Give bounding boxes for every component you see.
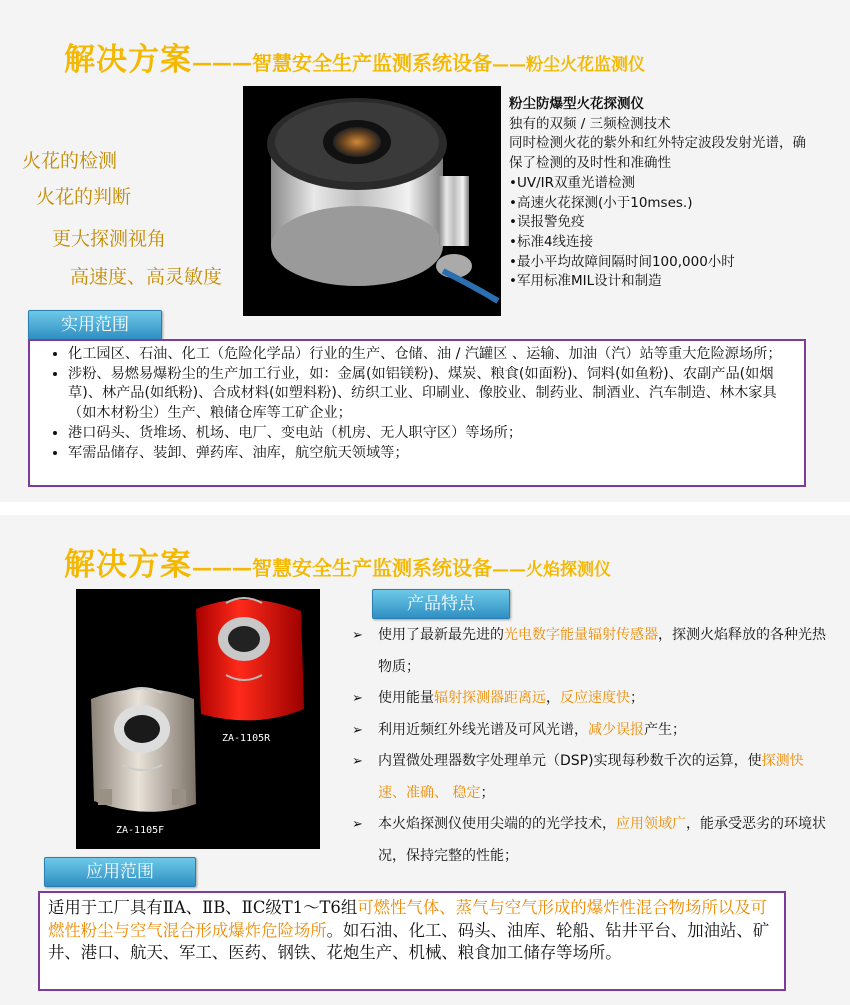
feature-wide-angle: 更大探测视角 [52, 228, 167, 250]
spec-list [509, 95, 809, 292]
scope-tab: 实用范围 [28, 310, 162, 340]
device-label-silver: ZA-1105F [116, 825, 165, 836]
feature-text: 使用能量 [378, 690, 434, 706]
arrow-icon: ➢ [352, 817, 363, 832]
spec-line: •军用标准MIL设计和制造 [509, 273, 662, 290]
scope-box [28, 339, 806, 487]
scope-list [30, 345, 804, 463]
arrow-icon: ➢ [352, 754, 363, 769]
slide-title [64, 34, 645, 79]
feature-item [352, 809, 827, 872]
arrow-icon: ➢ [352, 691, 363, 706]
title-part3: ——粉尘火花监测仪 [492, 55, 645, 75]
feature-highlight: 反应速度快 [560, 690, 630, 706]
feature-highlight: 减少误报 [588, 721, 644, 738]
spec-line: •UV/IR双重光谱检测 [509, 174, 635, 191]
feature-spark-judgement: 火花的判断 [36, 186, 132, 208]
title-part2: ———智慧安全生产监测系统设备 [192, 51, 492, 75]
feature-item [352, 620, 827, 683]
feature-highlight: 光电数字能量辐射传感器 [504, 627, 658, 643]
flame-detector-photo [76, 589, 320, 849]
list-item: • 港口码头、货堆场、机场、电厂、变电站（机房、无人职守区）等场所； [68, 424, 804, 444]
spec-line: 同时检测火花的紫外和红外特定波段发射光谱，确保了检测的及时性和准确性 [509, 135, 806, 172]
apply-text: 。如石油、化工、码头、油库、轮船、钻井平台、加油站、矿井、港口、航天、军工、医药、钢铁、花炮生产、机械、粮食加工储存等场所。 [48, 920, 770, 962]
feature-text: ； [480, 784, 495, 801]
spark-detector-photo [243, 86, 501, 316]
title-part1: 解决方案 [64, 547, 192, 583]
spec-line: •高速火花探测(小于10mses.) [509, 194, 693, 211]
feature-highlight: 辐射探测器距离远 [434, 690, 546, 706]
feature-text: ； [630, 690, 644, 706]
spec-line: •最小平均故障间隔时间100,000小时 [509, 253, 735, 270]
feature-text: 本火焰探测仪使用尖端的的光学技术， [378, 816, 616, 832]
apply-tab: 应用范围 [44, 857, 196, 887]
feature-text: 使用了最新最先进的 [378, 627, 504, 643]
title-part1: 解决方案 [64, 42, 192, 78]
apply-highlight: 可燃性气体、蒸气与空气形成的爆炸性混合物场所以及可燃性粉尘与空气混合形成爆炸危险场所 [48, 898, 768, 940]
title-part3: ——火焰探测仪 [492, 560, 611, 580]
arrow-icon: ➢ [352, 722, 363, 738]
spark-detector-image [243, 86, 501, 316]
feature-highlight: 应用领域广 [616, 816, 686, 832]
feature-text: 利用近频红外线光谱及可风光谱， [378, 721, 588, 738]
feature-high-speed: 高速度、高灵敏度 [70, 266, 223, 288]
apply-box [38, 891, 786, 991]
list-item: • 军需品储存、装卸、弹药库、油库，航空航天领域等； [68, 444, 804, 464]
list-item: • 涉粉、易燃易爆粉尘的生产加工行业，如：金属(如铝镁粉)、煤炭、粮食(如面粉)、饲料(如鱼粉)、农副产品(如烟草)、林产品(如纸粉)、合成材料(如塑料粉)、纺织工业、印刷业、像胶业、制药业、制酒业、汽车制造、林木家具（如木材粉尘）生产、粮储仓库等工矿企业； [68, 365, 804, 424]
spec-line: •误报警免疫 [509, 214, 585, 231]
feature-text: 内置微处理器数字处理单元（DSP)实现每秒数千次的运算，使 [378, 753, 762, 769]
arrow-icon: ➢ [352, 628, 363, 643]
slide-dust-spark-monitor [0, 0, 850, 502]
feature-item [352, 746, 827, 809]
feature-text: ，能承受恶劣的环境状况，保持完整的性能； [378, 816, 826, 864]
slide-flame-detector [0, 515, 850, 1005]
features-tab: 产品特点 [372, 589, 510, 619]
feature-text: ， [546, 690, 560, 706]
features-list [352, 620, 827, 872]
apply-text: 适用于工厂具有ⅡA、ⅡB、ⅡC级T1～T6组 [48, 898, 358, 917]
feature-highlight: 探测快速、准确、 稳定 [378, 753, 804, 801]
feature-spark-detection: 火花的检测 [22, 150, 118, 172]
spec-line: 独有的双频 / 三频检测技术 [509, 115, 671, 132]
feature-item [352, 715, 827, 747]
title-part2: ———智慧安全生产监测系统设备 [192, 556, 492, 580]
flame-detector-image [76, 589, 320, 849]
feature-text: 产生； [644, 721, 686, 738]
spec-line: •标准4线连接 [509, 233, 594, 250]
slide-title [64, 539, 611, 584]
spec-heading: 粉尘防爆型火花探测仪 [509, 96, 644, 112]
list-item: • 化工园区、石油、化工（危险化学品）行业的生产、仓储、油 / 汽罐区 、运输、加油（汽）站等重大危险源场所； [68, 345, 804, 365]
device-label-red: ZA-1105R [222, 733, 271, 744]
feature-item [352, 683, 827, 715]
feature-text: ，探测火焰释放的各种光热物质； [378, 627, 826, 675]
